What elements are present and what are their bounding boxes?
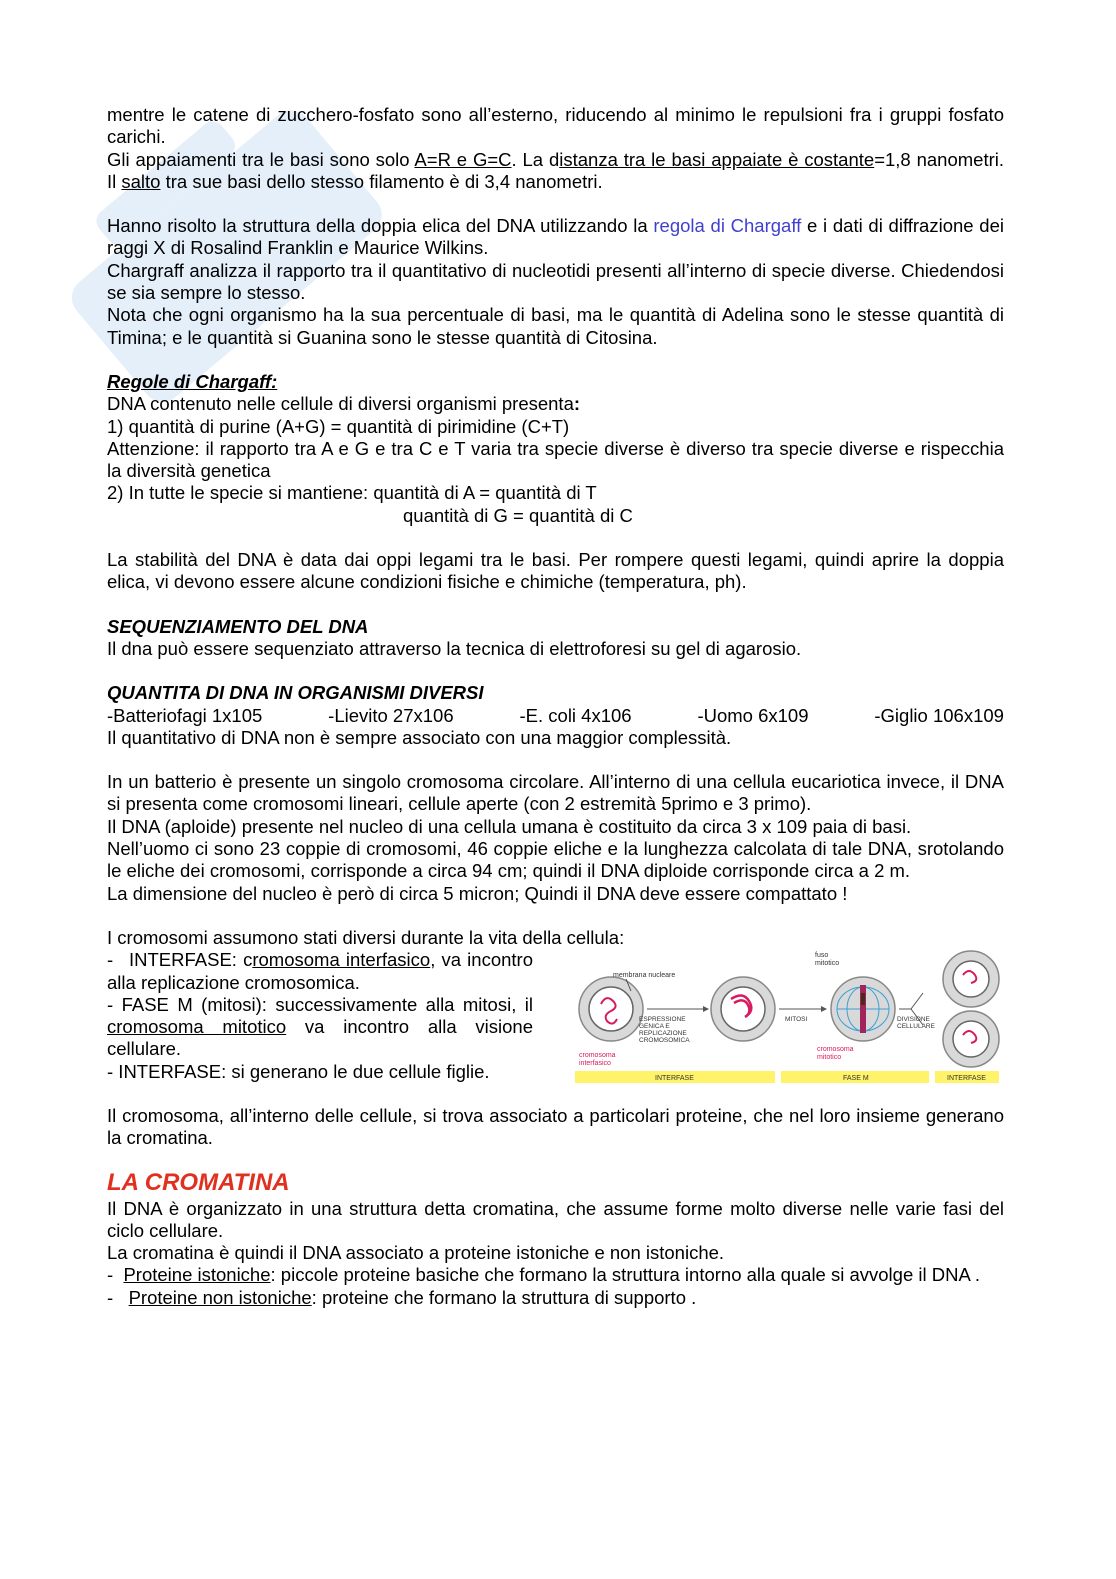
svg-text:GENICA E: GENICA E xyxy=(639,1023,670,1031)
quantity-item: -Lievito 27x106 xyxy=(328,704,454,726)
cromatina-bullet-1: - Proteine istoniche: piccole proteine basiche che formano la struttura intorno alla quale si avvolge il DNA . xyxy=(107,1264,981,1286)
svg-text:cromosoma: cromosoma xyxy=(579,1052,616,1060)
svg-text:CROMOSOMICA: CROMOSOMICA xyxy=(639,1037,690,1045)
helix-paragraph-1: Hanno risolto la struttura della doppia elica del DNA utilizzando la regola di Chargaff e i dati di diffrazione dei raggi X di Rosalind Franklin e Maurice Wilkins. xyxy=(107,215,1004,259)
svg-text:fuso: fuso xyxy=(815,952,829,960)
states-section xyxy=(107,949,1004,1083)
helix-paragraph-3: Nota che ogni organismo ha la sua percentuale di basi, ma le quantità di Adelina sono le stesse quantità di Timina; e le quantità si Guanina sono le stesse quantità di Citosina. xyxy=(107,304,1004,348)
document-page xyxy=(107,104,1004,1309)
svg-text:REPLICAZIONE: REPLICAZIONE xyxy=(639,1030,687,1038)
svg-text:ESPRESSIONE: ESPRESSIONE xyxy=(639,1016,686,1024)
cromatina-paragraph-1: Il DNA è organizzato in una struttura detta cromatina, che assume forme molto diverse nelle varie fasi del ciclo cellulare. xyxy=(107,1197,1004,1241)
svg-text:INTERFASE: INTERFASE xyxy=(947,1075,986,1083)
chromatin-link-paragraph: Il cromosoma, all’interno delle cellule, si trova associato a particolari proteine, che nel loro insieme generano la cromatina. xyxy=(107,1104,1004,1149)
chromosome-paragraph-1: In un batterio è presente un singolo cromosoma circolare. All’interno di una cellula eucariotica invece, il DNA si presenta come cromosomi lineari, cellule aperte (con 2 estremità 5primo e 3 primo). xyxy=(107,771,1004,815)
svg-text:DIVISIONE: DIVISIONE xyxy=(897,1016,930,1024)
quantity-list xyxy=(107,705,1004,727)
cromatina-heading: LA CROMATINA xyxy=(107,1168,290,1196)
sequencing-heading: SEQUENZIAMENTO DEL DNA xyxy=(107,615,369,637)
quantity-item: -Uomo 6x109 xyxy=(697,704,809,726)
svg-text:CELLULARE: CELLULARE xyxy=(897,1023,935,1031)
states-bullet-1: - INTERFASE: cromosoma interfasico, va incontro alla replicazione cromosomica. xyxy=(107,949,534,993)
chromosome-paragraph-3: Nell’uomo ci sono 23 coppie di cromosomi, 46 coppie eliche e la lunghezza calcolata di tale DNA, srotolando le eliche dei cromosomi, corrisponde a circa 94 cm; quindi il DNA diploide corrisponde circa a 2 m. xyxy=(107,838,1004,882)
chargaff-line-4: 2) In tutte le specie si mantiene: quantità di A = quantità di T xyxy=(107,482,597,504)
stability-paragraph: La stabilità del DNA è data dai oppi legami tra le basi. Per rompere questi legami, quindi aprire la doppia elica, vi devono essere alcune condizioni fisiche e chimiche (temperatura, ph). xyxy=(107,549,1004,593)
chromosome-paragraph-4: La dimensione del nucleo è però di circa 5 micron; Quindi il DNA deve essere compattato ! xyxy=(107,882,848,904)
chargaff-line-1: DNA contenuto nelle cellule di diversi organismi presenta: xyxy=(107,393,581,415)
quantity-item: -Batteriofagi 1x105 xyxy=(107,704,263,726)
svg-text:interfasico: interfasico xyxy=(579,1060,611,1068)
svg-text:mitotico: mitotico xyxy=(817,1054,842,1062)
intro-paragraph-1: mentre le catene di zucchero-fosfato sono all’esterno, riducendo al minimo le repulsioni fra i gruppi fosfato carichi. xyxy=(107,104,1004,148)
quantity-heading: QUANTITA DI DNA IN ORGANISMI DIVERSI xyxy=(107,682,484,704)
states-bullet-3: - INTERFASE: si generano le due cellule figlie. xyxy=(107,1060,490,1082)
chargaff-line-2: 1) quantità di purine (A+G) = quantità di pirimidine (C+T) xyxy=(107,415,570,437)
cromatina-paragraph-2: La cromatina è quindi il DNA associato a proteine istoniche e non istoniche. xyxy=(107,1242,725,1264)
svg-text:membrana nucleare: membrana nucleare xyxy=(613,972,676,980)
svg-text:INTERFASE: INTERFASE xyxy=(655,1075,694,1083)
helix-paragraph-2: Chargraff analizza il rapporto tra il quantitativo di nucleotidi presenti all’interno di specie diverse. Chiedendosi se sia sempre lo stesso. xyxy=(107,259,1004,304)
chargaff-heading: Regole di Chargaff: xyxy=(107,370,278,392)
chargaff-line-5: quantità di G = quantità di C xyxy=(403,504,633,526)
sequencing-text: Il dna può essere sequenziato attraverso la tecnica di elettroforesi su gel di agarosio. xyxy=(107,637,802,659)
quantity-item: -Giglio 106x109 xyxy=(874,704,1004,726)
cell-cycle-diagram xyxy=(571,949,1011,1089)
svg-text:FASE M: FASE M xyxy=(843,1075,869,1083)
states-intro: I cromosomi assumono stati diversi durante la vita della cellula: xyxy=(107,926,625,948)
svg-text:cromosoma: cromosoma xyxy=(817,1046,854,1054)
intro-paragraph-2: Gli appaiamenti tra le basi sono solo A=R e G=C. La distanza tra le basi appaiate è costante=1,8 nanometri. Il salto tra sue basi dello stesso filamento è di 3,4 nanometri. xyxy=(107,148,1004,192)
cell-cycle-figure xyxy=(533,949,1004,1083)
quantity-item: -E. coli 4x106 xyxy=(519,704,632,726)
cromatina-bullet-2: - Proteine non istoniche: proteine che formano la struttura di supporto . xyxy=(107,1286,697,1308)
states-bullet-2: - FASE M (mitosi): successivamente alla mitosi, il cromosoma mitotico va incontro alla visione cellulare. xyxy=(107,993,533,1060)
chargaff-line-3: Attenzione: il rapporto tra A e G e tra C e T varia tra specie diverse è diverso tra specie diverse e rispecchia la diversità genetica xyxy=(107,437,1004,482)
svg-text:MITOSI: MITOSI xyxy=(785,1016,808,1024)
svg-text:mitotico: mitotico xyxy=(815,960,840,968)
chargaff-link[interactable]: regola di Chargaff xyxy=(653,215,802,237)
chromosome-paragraph-2: Il DNA (aploide) presente nel nucleo di una cellula umana è costituito da circa 3 x 109 paia di basi. xyxy=(107,815,912,837)
quantity-note: Il quantitativo di DNA non è sempre associato con una maggior complessità. xyxy=(107,726,732,748)
states-list xyxy=(107,949,533,1083)
